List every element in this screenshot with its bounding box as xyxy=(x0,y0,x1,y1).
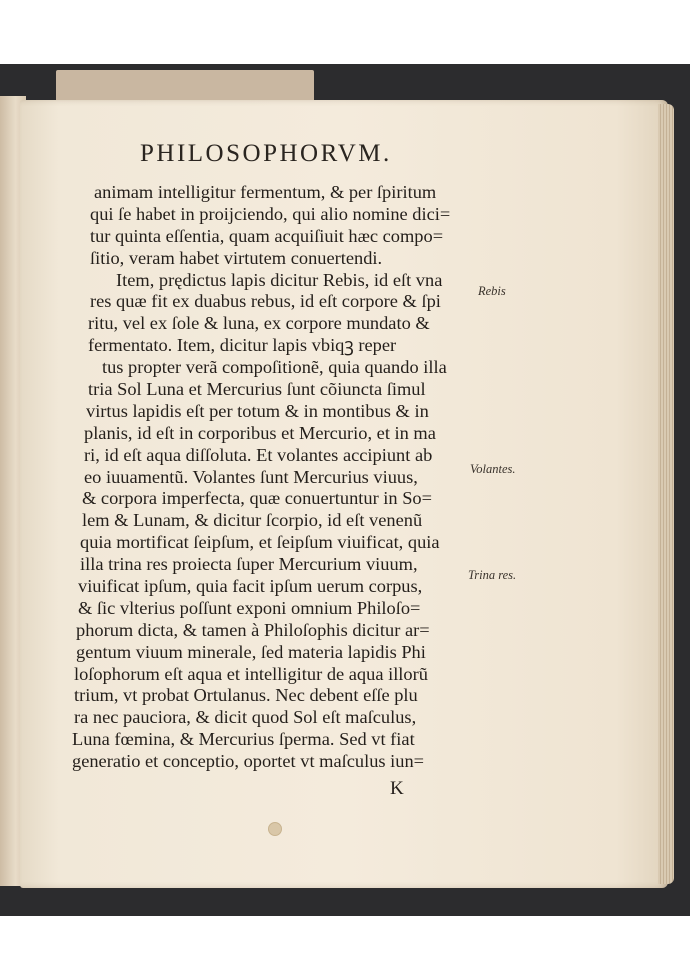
text-line: ſitio, veram habet virtutem conuertendi. xyxy=(90,247,383,268)
running-header: PHILOSOPHORVM. xyxy=(140,140,392,167)
page-stack-edge xyxy=(658,104,674,884)
text-line: fermentato. Item, dicitur lapis vbiqꝫ reper xyxy=(88,335,397,356)
margin-note-rebis: Rebis xyxy=(478,284,506,298)
text-line: viuificat ipſum, quia facit ipſum uerum corpus, xyxy=(78,576,423,597)
text-line: loſophorum eſt aqua et intelligitur de aqua illorũ xyxy=(74,663,428,684)
text-line: & ſic vlterius poſſunt exponi omnium Philoſo= xyxy=(78,597,421,618)
text-line: quia mortificat ſeipſum, et ſeipſum viuificat, quia xyxy=(80,532,440,553)
text-line: Item, prędictus lapis dicitur Rebis, id eſt vna xyxy=(116,269,443,290)
text-line: qui ſe habet in proijciendo, qui alio nomine dici= xyxy=(90,203,451,224)
margin-note-volantes: Volantes. xyxy=(470,462,516,476)
text-line: generatio et conceptio, oportet vt maſculus iun= xyxy=(72,751,425,772)
text-line: virtus lapidis eſt per totum & in montibus & in xyxy=(86,400,429,421)
text-line: phorum dicta, & tamen à Philoſophis dicitur ar= xyxy=(76,619,430,640)
text-line: ra nec pauciora, & dicit quod Sol eſt maſculus, xyxy=(74,707,417,728)
text-line: animam intelligitur fermentum, & per ſpiritum xyxy=(94,182,437,202)
margin-note-trina-res: Trina res. xyxy=(468,568,517,582)
text-line: lem & Lunam, & dicitur ſcorpio, id eſt venenũ xyxy=(82,510,423,531)
text-line: tur quinta eſſentia, quam acquiſiuit hæc compo= xyxy=(90,225,444,246)
text-line: trium, vt probat Ortulanus. Nec debent eſſe plu xyxy=(74,685,418,706)
text-line: planis, id eſt in corporibus et Mercurio, et in ma xyxy=(84,422,436,443)
text-line: Luna fœmina, & Mercurius ſperma. Sed vt fiat xyxy=(72,729,415,750)
text-line: tria Sol Luna et Mercurius ſunt cõiuncta ſimul xyxy=(88,379,426,400)
text-line: illa trina res proiecta ſuper Mercurium viuum, xyxy=(80,554,418,575)
text-line: res quæ fit ex duabus rebus, id eſt corpore & ſpi xyxy=(90,291,441,312)
paper-tab xyxy=(56,70,314,104)
paper-stain xyxy=(268,822,282,836)
text-line: & corpora imperfecta, quæ conuertuntur in So= xyxy=(82,488,432,509)
text-line: ri, id eſt aqua diſſoluta. Et volantes accipiunt ab xyxy=(84,444,433,465)
text-line: tus propter verã compoſitionẽ, quia quando illa xyxy=(102,357,447,378)
body-text xyxy=(72,182,492,773)
signature-mark: K xyxy=(390,778,404,799)
text-line: ritu, vel ex ſole & luna, ex corpore mundato & xyxy=(88,313,430,334)
text-line: gentum viuum minerale, ſed materia lapidis Phi xyxy=(76,641,426,662)
text-line: eo iuuamentũ. Volantes ſunt Mercurius viuus, xyxy=(84,466,418,487)
